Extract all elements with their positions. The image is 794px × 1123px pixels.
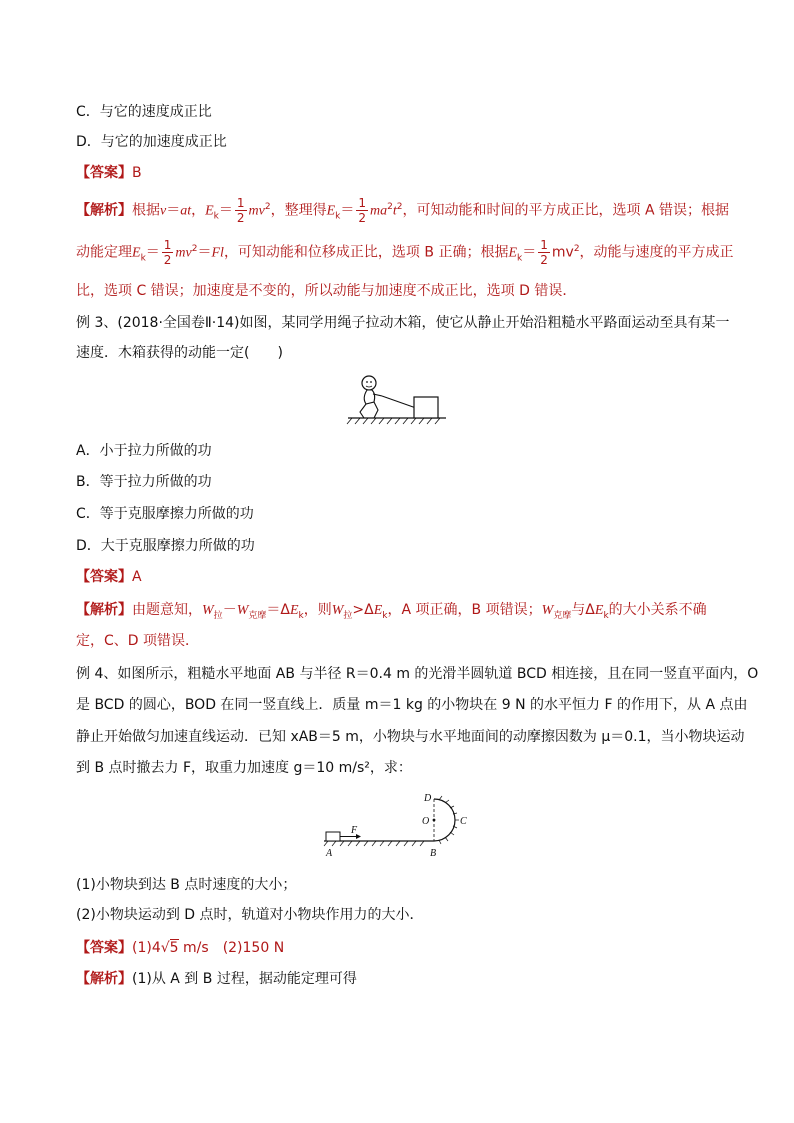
option-c: C．与它的速度成正比	[76, 104, 212, 120]
label-f: F	[351, 825, 358, 836]
example3-option-a: A．小于拉力所做的功	[76, 443, 212, 459]
example3-analysis-2: 定，C、D 项错误．	[76, 633, 200, 649]
label-a: A	[326, 848, 333, 859]
example4-analysis-1: 【解析】(1)从 A 到 B 过程，据动能定理可得	[76, 971, 357, 987]
analysis-text: ，整理得	[270, 202, 327, 219]
example3-analysis-1: 【解析】由题意知，$W_拉-W_{克摩}=\Delta E_k$，则$W_拉>\Delta E_k$，A 项正确，B 项错误；$W_{克摩}$与$\Delta E_k$的大小关系不确	[76, 602, 707, 621]
fraction-half: $\frac{1}{2}$	[358, 196, 367, 225]
example4-question-2: (2)小物块运动到 D 点时，轨道对小物块作用力的大小．	[76, 907, 424, 923]
sqrt-value: 5	[169, 940, 179, 956]
example4-stem-2: 是 BCD 的圆心，BOD 在同一竖直线上．质量 m＝1 kg 的小物块在 9 N 的水平恒力 F 的作用下，从 A 点由	[76, 697, 748, 713]
example3-option-d: D．大于克服摩擦力所做的功	[76, 538, 255, 554]
track-figure	[318, 788, 478, 864]
analysis-line-3: 比，选项 C 错误；加速度是不变的，所以动能与加速度不成正比，选项 D 错误．	[76, 283, 577, 299]
example3-option-b: B．等于拉力所做的功	[76, 474, 212, 490]
option-d: D．与它的加速度成正比	[76, 134, 227, 150]
example3-option-c: C．等于克服摩擦力所做的功	[76, 506, 254, 522]
example4-stem-1: 例 4、如图所示，粗糙水平地面 AB 与半径 R＝0.4 m 的光滑半圆轨道 BCD 相连接，且在同一竖直平面内，O	[76, 666, 759, 682]
label-d: D	[424, 793, 432, 804]
var-mv: mv	[248, 203, 265, 219]
label-o: O	[422, 816, 430, 827]
pulling-box-figure	[342, 372, 452, 428]
example4-stem-4: 到 B 点时撤去力 F，取重力加速度 g＝10 m/s²，求：	[76, 760, 412, 776]
analysis-tag: 【解析】	[76, 202, 132, 219]
fraction-half: $\frac{1}{2}$	[540, 238, 548, 267]
example4-question-1: (1)小物块到达 B 点时速度的大小；	[76, 877, 297, 893]
analysis-text: 动能定理	[76, 244, 132, 261]
answer-value: B	[132, 165, 142, 181]
var-at: at	[180, 203, 192, 219]
answer-line	[76, 163, 142, 183]
analysis-line-2: 动能定理$E_k=$ $\frac{1}{2}$ $mv^2=Fl$，可知动能和位移成正比，选项 B 正确；根据$E_k=$ $\frac{1}{2}$ $mv^2$，动能与速度的平方成正	[76, 238, 734, 267]
example3-stem-1: 例 3、(2018·全国卷Ⅱ·14)如图，某同学用绳子拉动木箱，使它从静止开始沿粗糙水平路面运动至具有某一	[76, 315, 730, 331]
label-b: B	[430, 848, 437, 859]
sub-k: k	[213, 211, 219, 222]
label-c: C	[460, 816, 467, 827]
analysis-text: 根据	[132, 202, 160, 219]
answer-tag: 【答案】	[76, 165, 132, 181]
fraction-half: $\frac{1}{2}$	[236, 196, 245, 225]
example4-stem-3: 静止开始做匀加速直线运动．已知 xAB＝5 m，小物块与水平地面间的动摩擦因数为 μ＝0.1，当小物块运动	[76, 729, 745, 745]
var-v: v	[160, 203, 167, 219]
var-e: E	[205, 203, 214, 219]
analysis-text: ，可知动能和时间的平方成正比，选项 A 错误；根据	[402, 202, 729, 219]
example3-stem-2: 速度．木箱获得的动能一定( )	[76, 345, 283, 361]
example4-answer: 【答案】(1)4√5 m/s (2)150 N	[76, 940, 285, 956]
example3-answer: 【答案】A	[76, 569, 142, 585]
fraction-half: $\frac{1}{2}$	[163, 238, 172, 267]
analysis-line-1: 【解析】根据v＝at，$E_k=$ $\frac{1}{2}$ $mv^2$，整理得$E_k=$ $\frac{1}{2}$ $ma^2t^2$，可知动能和时间的平方成正比，选项 A 错误；根据	[76, 196, 729, 225]
eq-sign: ＝	[166, 202, 181, 219]
